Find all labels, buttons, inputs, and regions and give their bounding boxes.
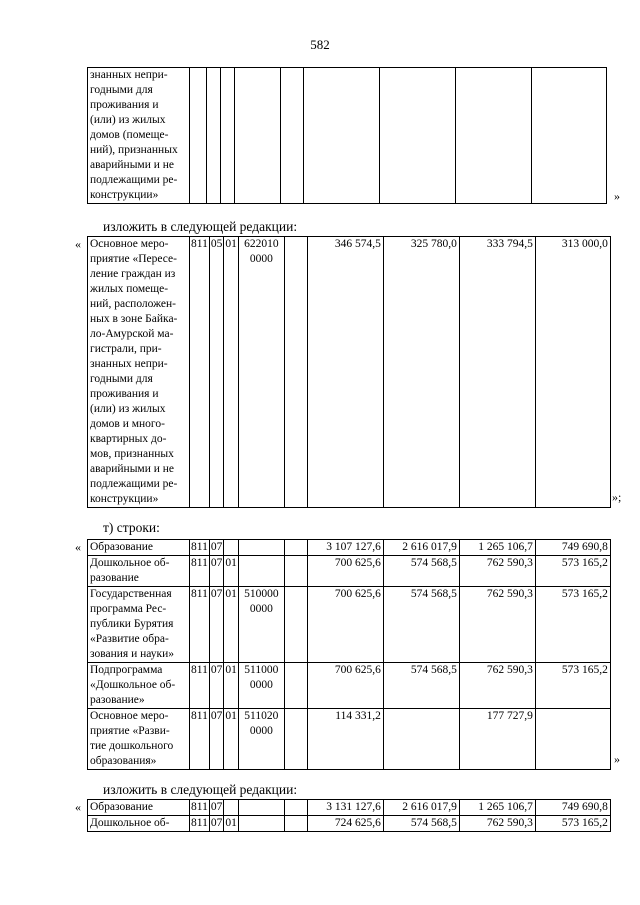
amount-cell-1: 3 131 127,6 <box>307 800 383 816</box>
closing-quote: »; <box>612 490 622 504</box>
amount-cell-1: 724 625,6 <box>307 816 383 832</box>
expense-type-code-cell <box>284 587 307 663</box>
subsection-code-cell: 01 <box>224 587 239 663</box>
opening-quote: « <box>75 237 81 251</box>
amount-cell-2: 574 568,5 <box>383 816 459 832</box>
subsection-code-cell <box>221 68 235 204</box>
amount-cell-3: 333 794,5 <box>459 237 535 508</box>
amount-cell-1 <box>304 68 380 204</box>
section-heading-new-edition: изложить в следующей редакции: <box>103 782 298 797</box>
ministry-code-cell: 811 <box>190 587 210 663</box>
budget-table-education-new-edition <box>87 799 611 832</box>
budget-table-new-edition-resettlement <box>87 236 611 508</box>
amount-cell-2 <box>383 709 459 770</box>
row-name-cell: знанных непри- годными для проживания и (или) из жилых домов (помеще- ний), признанных аварийными и не подлежащими ре- конструкции» <box>88 68 190 204</box>
amount-cell-2: 2 616 017,9 <box>383 540 459 556</box>
table-row <box>88 800 611 816</box>
section-code-cell: 07 <box>209 816 224 832</box>
expense-type-code-cell <box>284 800 307 816</box>
expense-type-code-cell <box>284 816 307 832</box>
amount-cell-3: 762 590,3 <box>459 556 535 587</box>
amount-cell-2 <box>380 68 456 204</box>
section-code-cell: 07 <box>209 556 224 587</box>
table-row <box>88 540 611 556</box>
amount-cell-1: 346 574,5 <box>307 237 383 508</box>
target-article-code-cell: 622010 0000 <box>238 237 284 508</box>
ministry-code-cell <box>190 68 207 204</box>
target-article-code-cell <box>235 68 281 204</box>
amount-cell-4: 313 000,0 <box>535 237 610 508</box>
amount-cell-3: 762 590,3 <box>459 587 535 663</box>
amount-cell-1: 700 625,6 <box>307 663 383 709</box>
row-name-cell: Дошкольное об- <box>88 816 190 832</box>
row-name-cell: Основное меро- приятие «Разви- тие дошкольного образования» <box>88 709 190 770</box>
amount-cell-4: 573 165,2 <box>535 587 610 663</box>
amount-cell-4: 573 165,2 <box>535 556 610 587</box>
expense-type-code-cell <box>284 663 307 709</box>
amount-cell-4: 749 690,8 <box>535 800 610 816</box>
amount-cell-1: 114 331,2 <box>307 709 383 770</box>
amount-cell-3: 1 265 106,7 <box>459 800 535 816</box>
amount-cell-3: 762 590,3 <box>459 816 535 832</box>
budget-table-continuation <box>87 67 607 204</box>
target-article-code-cell: 511020 0000 <box>238 709 284 770</box>
closing-quote: » <box>614 752 620 766</box>
target-article-code-cell <box>238 540 284 556</box>
section-heading-new-edition: изложить в следующей редакции: <box>103 219 298 234</box>
expense-type-code-cell <box>284 709 307 770</box>
ministry-code-cell: 811 <box>190 709 210 770</box>
target-article-code-cell <box>238 800 284 816</box>
section-code-cell: 07 <box>209 587 224 663</box>
table-row <box>88 587 611 663</box>
budget-table-education <box>87 539 611 770</box>
amount-cell-3: 762 590,3 <box>459 663 535 709</box>
section-code-cell: 05 <box>209 237 224 508</box>
subsection-code-cell <box>224 540 239 556</box>
amount-cell-3 <box>456 68 532 204</box>
row-name-cell: Государственная программа Рес- публики Бурятия «Развитие обра- зования и науки» <box>88 587 190 663</box>
row-name-cell: Подпрограмма «Дошкольное об- разование» <box>88 663 190 709</box>
expense-type-code-cell <box>284 556 307 587</box>
amount-cell-4: 573 165,2 <box>535 816 610 832</box>
row-name-cell: Образование <box>88 800 190 816</box>
amount-cell-4 <box>535 709 610 770</box>
section-code-cell: 07 <box>209 800 224 816</box>
table-row <box>88 237 611 508</box>
opening-quote: « <box>75 540 81 554</box>
ministry-code-cell: 811 <box>190 540 210 556</box>
amount-cell-1: 700 625,6 <box>307 556 383 587</box>
amount-cell-3: 177 727,9 <box>459 709 535 770</box>
amount-cell-2: 574 568,5 <box>383 556 459 587</box>
subsection-code-cell: 01 <box>224 663 239 709</box>
subsection-code-cell: 01 <box>224 709 239 770</box>
expense-type-code-cell <box>281 68 304 204</box>
table-row <box>88 709 611 770</box>
page-number: 582 <box>310 37 330 52</box>
amount-cell-2: 574 568,5 <box>383 587 459 663</box>
amount-cell-2: 574 568,5 <box>383 663 459 709</box>
amount-cell-1: 3 107 127,6 <box>307 540 383 556</box>
target-article-code-cell: 510000 0000 <box>238 587 284 663</box>
expense-type-code-cell <box>284 540 307 556</box>
target-article-code-cell: 511000 0000 <box>238 663 284 709</box>
amount-cell-4 <box>532 68 607 204</box>
row-name-cell: Основное меро- приятие «Пересе- ление граждан из жилых помеще- ний, расположен- ных в зоне Байка- ло-Амурской ма- гистрали, при- знанных непри- годными для проживания и (или) из жилых домов и много- квартирных до- мов, признанных аварийными и не подлежащими ре- конструкции» <box>88 237 190 508</box>
ministry-code-cell: 811 <box>190 556 210 587</box>
opening-quote: « <box>75 800 81 814</box>
ministry-code-cell: 811 <box>190 816 210 832</box>
section-code-cell: 07 <box>209 540 224 556</box>
section-heading-rows: т) строки: <box>103 520 160 535</box>
target-article-code-cell <box>238 816 284 832</box>
ministry-code-cell: 811 <box>190 237 210 508</box>
ministry-code-cell: 811 <box>190 663 210 709</box>
section-code-cell: 07 <box>209 663 224 709</box>
ministry-code-cell: 811 <box>190 800 210 816</box>
amount-cell-4: 573 165,2 <box>535 663 610 709</box>
subsection-code-cell: 01 <box>224 816 239 832</box>
subsection-code-cell <box>224 800 239 816</box>
expense-type-code-cell <box>284 237 307 508</box>
table-row <box>88 556 611 587</box>
amount-cell-2: 2 616 017,9 <box>383 800 459 816</box>
table-row <box>88 68 607 204</box>
closing-quote: » <box>614 189 620 203</box>
subsection-code-cell: 01 <box>224 237 239 508</box>
target-article-code-cell <box>238 556 284 587</box>
subsection-code-cell: 01 <box>224 556 239 587</box>
amount-cell-1: 700 625,6 <box>307 587 383 663</box>
row-name-cell: Дошкольное об- разование <box>88 556 190 587</box>
amount-cell-4: 749 690,8 <box>535 540 610 556</box>
table-row <box>88 816 611 832</box>
amount-cell-2: 325 780,0 <box>383 237 459 508</box>
section-code-cell <box>207 68 221 204</box>
table-row <box>88 663 611 709</box>
section-code-cell: 07 <box>209 709 224 770</box>
amount-cell-3: 1 265 106,7 <box>459 540 535 556</box>
row-name-cell: Образование <box>88 540 190 556</box>
